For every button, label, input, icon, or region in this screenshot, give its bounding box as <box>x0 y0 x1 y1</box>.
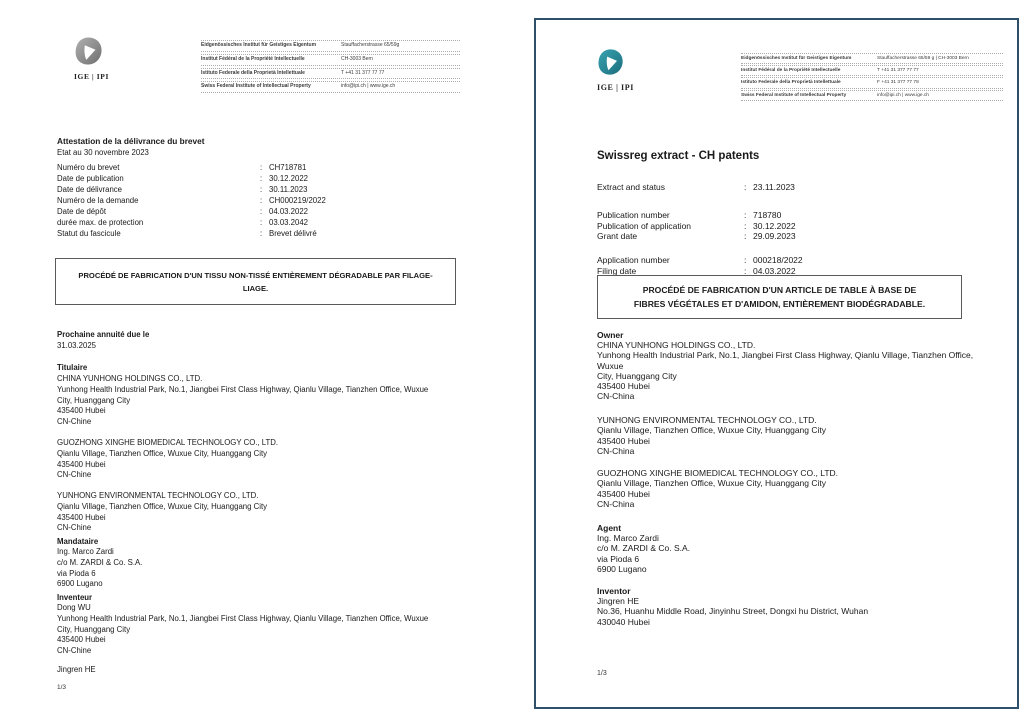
field-label: Extract and status <box>597 182 666 193</box>
extract-field-group <box>597 182 795 193</box>
field-value: 23.11.2023 <box>753 182 795 193</box>
logo-wordmark: IGE | IPI <box>74 72 109 81</box>
owner-line: 435400 Hubei <box>57 459 106 469</box>
field-label: Date de dépôt <box>57 207 106 216</box>
inventor-line: CN-Chine <box>57 646 92 656</box>
letterhead-row <box>741 65 1003 76</box>
owner-line: CN-China <box>597 498 635 509</box>
owner-block <box>597 468 838 509</box>
agent-line: 6900 Lugano <box>597 563 647 574</box>
field-value: 30.12.2022 <box>269 174 309 183</box>
letterhead-row <box>741 90 1003 101</box>
institute-name: Swiss Federal Institute of Intellectual Property <box>201 83 311 90</box>
field-colon: : <box>260 174 263 183</box>
institute-name: Institut Fédéral de la Propriété Intellectuelle <box>741 68 841 74</box>
owner-line: Yunhong Health Industrial Park, No.1, Jiangbei First Class Highway, Qianlu Village, Tianzhen Office, Wuxue <box>57 384 429 394</box>
agent-line: Ing. Marco Zardi <box>597 533 659 543</box>
invention-title-line: FIBRES VÉGÉTALES ET D'AMIDON, ENTIÈREMENT BIODÉGRADABLE. <box>633 298 926 309</box>
owner-line: 435400 Hubei <box>597 488 650 499</box>
owner-line: CN-China <box>597 391 635 402</box>
owner-line: CN-Chine <box>57 417 92 427</box>
field-value: 04.03.2022 <box>269 207 309 216</box>
owner-block <box>57 374 428 428</box>
owner-line: Qianlu Village, Tianzhen Office, Wuxue City, Huanggang City <box>597 425 826 436</box>
invention-title-line: LIAGE. <box>242 284 269 293</box>
inventor-line: 430040 Hubei <box>597 616 650 627</box>
owner-line: 435400 Hubei <box>597 435 650 446</box>
invention-title-box <box>597 275 962 319</box>
field-colon: : <box>260 196 263 205</box>
agent-line: 6900 Lugano <box>57 579 103 589</box>
owner-line: 435400 Hubei <box>57 406 106 416</box>
inventor-block <box>57 603 428 657</box>
field-label: Numéro du brevet <box>57 163 120 172</box>
owner-line: Qianlu Village, Tianzhen Office, Wuxue City, Huanggang City <box>57 501 268 511</box>
inventor-heading: Inventor <box>597 586 631 596</box>
publication-field-group <box>597 210 796 242</box>
field-colon: : <box>744 210 747 221</box>
owner-line: City, Huanggang City <box>597 370 677 381</box>
owner-line: 435400 Hubei <box>57 512 106 522</box>
owners-heading: Titulaire <box>57 363 88 372</box>
owner-line: Qianlu Village, Tianzhen Office, Wuxue City, Huanggang City <box>597 478 826 489</box>
ige-ipi-logo-icon <box>74 36 103 66</box>
ige-ipi-logo-icon <box>597 48 624 76</box>
field-label: Numéro de la demande <box>57 196 139 205</box>
owner-line: 435400 Hubei <box>597 381 650 392</box>
owners-heading: Owner <box>597 330 624 340</box>
agent-line: Ing. Marco Zardi <box>57 547 114 556</box>
agent-line: c/o M. ZARDI & Co. S.A. <box>597 543 691 554</box>
inventor-block <box>597 596 868 627</box>
agent-heading: Mandataire <box>57 537 99 546</box>
owner-line: YUNHONG ENVIRONMENTAL TECHNOLOGY CO., LTD. <box>597 415 817 425</box>
field-row <box>597 255 803 266</box>
agent-block <box>597 533 690 574</box>
letterhead-row <box>741 53 1003 64</box>
owner-line: YUNHONG ENVIRONMENTAL TECHNOLOGY CO., LTD. <box>57 491 259 500</box>
institute-name: Eidgenössisches Institut für Geistiges Eigentum <box>741 56 852 61</box>
annuity-date: 31.03.2025 <box>57 340 97 350</box>
owner-line: CHINA YUNHONG HOLDINGS CO., LTD. <box>57 374 203 383</box>
inventor-line: Yunhong Health Industrial Park, No.1, Jiangbei First Class Highway, Qianlu Village, Tianzhen Office, Wuxue <box>57 613 429 623</box>
field-label: Application number <box>597 255 670 266</box>
institute-contact: info@ipi.ch | www.ige.ch <box>877 92 929 98</box>
field-row <box>57 228 326 239</box>
letterhead-row <box>741 77 1003 88</box>
owner-block <box>597 415 826 456</box>
field-label: durée max. de protection <box>57 218 144 227</box>
field-label: Date de publication <box>57 174 124 183</box>
page-number: 1/3 <box>597 670 607 677</box>
field-value: CH000219/2022 <box>269 196 326 205</box>
field-colon: : <box>744 255 747 266</box>
field-colon: : <box>744 220 747 231</box>
field-value: 30.12.2022 <box>753 220 796 231</box>
agent-line: via Pioda 6 <box>597 553 640 564</box>
field-colon: : <box>744 231 747 242</box>
institute-contact: info@ipi.ch | www.ige.ch <box>341 83 396 90</box>
page-number: 1/3 <box>57 684 67 691</box>
field-row <box>57 195 326 206</box>
institute-name: Istituto Federale della Proprietà Intellettuale <box>201 69 305 76</box>
right-document-page <box>534 18 1019 709</box>
owner-line: Yunhong Health Industrial Park, No.1, Jiangbei First Class Highway, Qianlu Village, Tianzhen Office, <box>597 350 974 361</box>
field-value: 04.03.2022 <box>753 265 796 276</box>
field-row <box>597 231 796 242</box>
owner-line: City, Huanggang City <box>57 395 131 405</box>
owner-block <box>57 491 267 534</box>
field-row <box>57 217 326 228</box>
institute-contact: T +41 31 377 77 77 <box>341 69 385 76</box>
field-colon: : <box>260 185 263 194</box>
field-label: Statut du fascicule <box>57 229 121 238</box>
annuity-block <box>57 330 149 352</box>
owner-block <box>57 438 278 481</box>
invention-title-line: PROCÉDÉ DE FABRICATION D'UN TISSU NON-TISSÉ ENTIÈREMENT DÉGRADABLE PAR FILAGE- <box>78 271 433 280</box>
field-value: 29.09.2023 <box>753 231 796 242</box>
annuity-label: Prochaine annuité due le <box>57 330 150 339</box>
owner-block <box>597 340 973 402</box>
left-document-page <box>30 14 470 714</box>
agent-line: c/o M. ZARDI & Co. S.A. <box>57 557 143 567</box>
inventor-heading: Inventeur <box>57 593 93 602</box>
letterhead-row <box>201 40 460 52</box>
document-title: Attestation de la délivrance du brevet <box>57 136 205 146</box>
field-label: Date de délivrance <box>57 185 123 194</box>
inventor-line: Dong WU <box>57 603 91 612</box>
owner-line: CN-Chine <box>57 470 92 480</box>
agent-line: via Pioda 6 <box>57 568 96 578</box>
document-title-block <box>57 136 205 157</box>
field-value: 718780 <box>753 210 782 221</box>
invention-title-line: PROCÉDÉ DE FABRICATION D'UN ARTICLE DE TABLE À BASE DE <box>642 285 917 295</box>
owner-line: Wuxue <box>597 360 624 371</box>
field-label: Publication number <box>597 210 670 221</box>
field-colon: : <box>260 207 263 216</box>
owner-line: CN-Chine <box>57 523 92 533</box>
field-value: CH718781 <box>269 163 307 172</box>
institute-contact: CH-3003 Bern <box>341 55 373 62</box>
institute-contact: Stauffacherstrasse 65/59g <box>341 42 400 48</box>
owner-line: CHINA YUNHONG HOLDINGS CO., LTD. <box>597 340 756 350</box>
institute-name: Istituto Federale della Proprietà Intellettuale <box>741 80 841 86</box>
field-colon: : <box>260 229 263 238</box>
right-logo-block <box>597 48 634 92</box>
letterhead-table <box>201 40 460 95</box>
left-logo-block <box>74 36 109 81</box>
application-field-group <box>597 255 803 276</box>
letterhead-table <box>741 53 1003 102</box>
field-value: 30.11.2023 <box>269 185 308 194</box>
field-value: Brevet délivré <box>269 229 317 238</box>
status-line: Etat au 30 novembre 2023 <box>57 148 149 157</box>
field-row <box>57 206 326 217</box>
institute-contact: T +41 31 377 77 77 <box>877 68 919 74</box>
owner-line: GUOZHONG XINGHE BIOMEDICAL TECHNOLOGY CO., LTD. <box>597 468 839 478</box>
institute-contact: F +41 31 377 77 78 <box>877 80 919 86</box>
invention-title-box <box>55 258 456 305</box>
institute-name: Eidgenössisches Institut für Geistiges Eigentum <box>201 42 317 48</box>
agent-heading: Agent <box>597 523 622 533</box>
bibliographic-fields <box>57 162 326 239</box>
field-row <box>57 184 326 195</box>
field-label: Grant date <box>597 231 638 242</box>
inventor-line: Jingren HE <box>597 596 640 606</box>
field-colon: : <box>744 265 747 276</box>
field-row <box>57 162 326 173</box>
document-title: Swissreg extract - CH patents <box>597 150 760 162</box>
field-row <box>57 173 326 184</box>
field-value: 000218/2022 <box>753 255 803 266</box>
field-colon: : <box>260 163 263 172</box>
institute-name: Swiss Federal Institute of Intellectual Property <box>741 92 847 98</box>
institute-name: Institut Fédéral de la Propriété Intellectuelle <box>201 55 305 62</box>
letterhead-row <box>201 54 460 66</box>
logo-wordmark: IGE | IPI <box>597 83 634 92</box>
agent-block <box>57 547 142 590</box>
second-inventor: Jingren HE <box>57 665 96 674</box>
inventor-line: 435400 Hubei <box>57 635 106 645</box>
field-colon: : <box>260 218 263 227</box>
field-label: Filing date <box>597 265 637 276</box>
letterhead-row <box>201 81 460 93</box>
field-colon: : <box>744 182 747 193</box>
field-value: 03.03.2042 <box>269 218 309 227</box>
field-row <box>597 210 796 221</box>
owner-line: CN-China <box>597 445 635 456</box>
field-row <box>597 182 795 193</box>
owner-line: Qianlu Village, Tianzhen Office, Wuxue City, Huanggang City <box>57 448 268 458</box>
inventor-line: No.36, Huanhu Middle Road, Jinyinhu Street, Dongxi hu District, Wuhan <box>597 606 869 617</box>
inventor-line: City, Huanggang City <box>57 624 131 634</box>
owner-line: GUOZHONG XINGHE BIOMEDICAL TECHNOLOGY CO., LTD. <box>57 438 279 447</box>
institute-contact: Stauffacherstrasse 65/59 g | CH-3003 Bern <box>877 56 969 61</box>
letterhead-row <box>201 68 460 80</box>
field-row <box>597 221 796 232</box>
field-label: Publication of application <box>597 220 692 231</box>
